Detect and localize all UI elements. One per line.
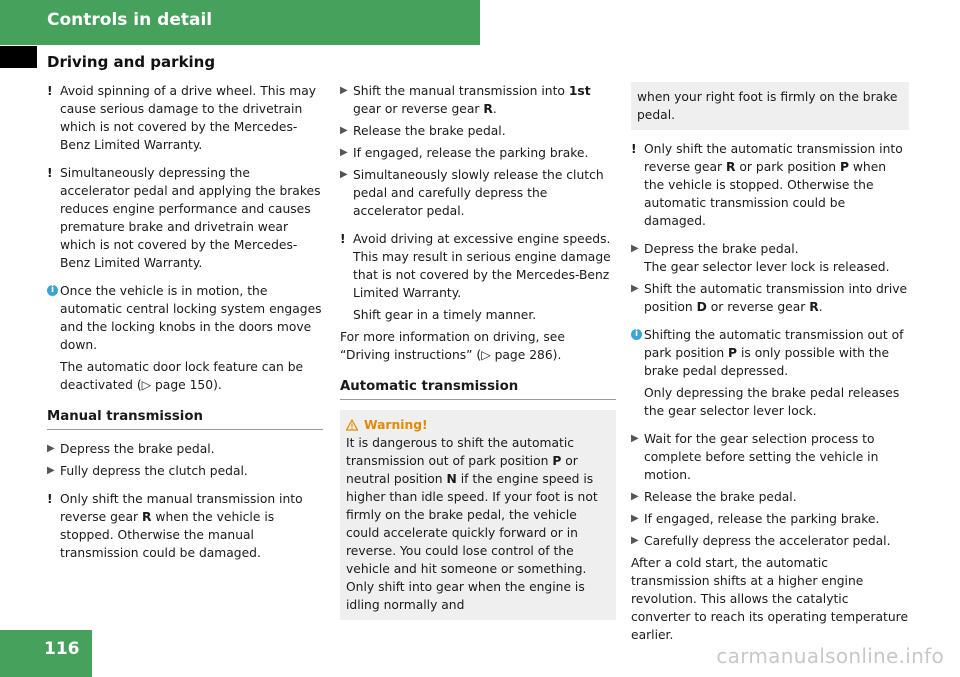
step-item: ▶ Depress the brake pedal. bbox=[631, 242, 799, 256]
paragraph: After a cold start, the automatic transmission shifts at a higher engine revolution. This allows the catalytic converter to reach its operating temperature earlier. bbox=[631, 556, 909, 642]
step-item: ▶ If engaged, release the parking brake. bbox=[631, 512, 880, 526]
column-2 bbox=[340, 82, 616, 620]
arrow-right-icon: ▶ bbox=[340, 169, 348, 180]
section-title: Driving and parking bbox=[47, 53, 216, 71]
step-item: ▶ Depress the brake pedal. bbox=[47, 442, 215, 456]
info-note: i Once the vehicle is in motion, the automatic central locking system engages and the locking knobs in the doors move down. bbox=[47, 282, 323, 354]
arrow-right-icon: ▶ bbox=[340, 125, 348, 136]
exclamation-icon: ! bbox=[47, 84, 53, 98]
arrow-right-icon: ▶ bbox=[47, 465, 55, 476]
warning-box bbox=[340, 410, 616, 620]
page-number: 116 bbox=[44, 639, 80, 659]
caution-note: ! Only shift the automatic transmission into reverse gear R or park position P when the vehicle is stopped. Otherwise the automatic transmission could be damaged. bbox=[631, 142, 903, 228]
column-3 bbox=[631, 82, 909, 644]
arrow-right-icon: ▶ bbox=[631, 283, 639, 294]
warning-box-continued bbox=[631, 82, 909, 130]
step-item: ▶ Carefully depress the accelerator pedal. bbox=[631, 534, 891, 548]
step-item: ▶ Release the brake pedal. bbox=[340, 124, 506, 138]
warning-heading bbox=[346, 416, 610, 434]
header-title: Controls in detail bbox=[47, 10, 213, 30]
warning-triangle-icon bbox=[346, 419, 358, 431]
column-1 bbox=[47, 82, 323, 562]
exclamation-icon: ! bbox=[47, 492, 53, 506]
step-item-sub: The gear selector lever lock is released. bbox=[644, 260, 890, 274]
subheading-automatic-transmission: Automatic transmission bbox=[340, 378, 616, 400]
arrow-right-icon: ▶ bbox=[631, 243, 639, 254]
arrow-right-icon: ▶ bbox=[340, 85, 348, 96]
paragraph: For more information on driving, see “Driving instructions” (▷ page 286). bbox=[340, 330, 565, 362]
arrow-right-icon: ▶ bbox=[47, 443, 55, 454]
step-item: ▶ Shift the automatic transmission into drive position D or reverse gear R. bbox=[631, 282, 908, 314]
arrow-right-icon: ▶ bbox=[631, 513, 639, 524]
step-item: ▶ Release the brake pedal. bbox=[631, 490, 797, 504]
arrow-right-icon: ▶ bbox=[631, 491, 639, 502]
step-item: ▶ Fully depress the clutch pedal. bbox=[47, 464, 248, 478]
caution-note: ! Avoid spinning of a drive wheel. This may cause serious damage to the drivetrain which is not covered by the Mercedes-Benz Limited Warranty. bbox=[47, 84, 317, 152]
info-note-sub: Only depressing the brake pedal releases the gear selector lever lock. bbox=[644, 386, 900, 418]
warning-text-continued: when your right foot is firmly on the brake pedal. bbox=[637, 90, 898, 122]
step-item: ▶ Shift the manual transmission into 1st gear or reverse gear R. bbox=[340, 84, 591, 116]
exclamation-icon: ! bbox=[47, 166, 53, 180]
arrow-right-icon: ▶ bbox=[631, 433, 639, 444]
step-item: ▶ If engaged, release the parking brake. bbox=[340, 146, 589, 160]
section-tab-marker bbox=[0, 46, 37, 68]
info-note: i Shifting the automatic transmission out of park position P is only possible with the brake pedal depressed. bbox=[631, 326, 909, 380]
info-icon: i bbox=[631, 329, 642, 340]
info-icon: i bbox=[47, 285, 58, 296]
caution-note: ! Simultaneously depressing the accelerator pedal and applying the brakes reduces engine performance and causes premature brake and drivetrain wear which is not covered by the Mercedes-Benz Limited Warranty. bbox=[47, 166, 321, 270]
step-item: ▶ Simultaneously slowly release the clutch pedal and carefully depress the accelerator pedal. bbox=[340, 168, 604, 218]
arrow-right-icon: ▶ bbox=[631, 535, 639, 546]
warning-title: Warning! bbox=[364, 418, 428, 432]
caution-note-sub: Shift gear in a timely manner. bbox=[353, 308, 537, 322]
info-note-sub: The automatic door lock feature can be deactivated (▷ page 150). bbox=[60, 360, 304, 392]
caution-note: ! Only shift the manual transmission into reverse gear R when the vehicle is stopped. Otherwise the manual transmission could be damaged. bbox=[47, 492, 303, 560]
watermark: carmanualsonline.info bbox=[716, 644, 944, 668]
arrow-right-icon: ▶ bbox=[340, 147, 348, 158]
warning-text: It is dangerous to shift the automatic transmission out of park position P or neutral position N if the engine speed is higher than idle speed. If your foot is not firmly on the brake pedal, the vehicle could accelerate quickly forward or in reverse. You could lose control of the vehicle and hit someone or something. Only shift into gear when the engine is idling normally and bbox=[346, 436, 598, 612]
exclamation-icon: ! bbox=[340, 232, 346, 246]
caution-note: ! Avoid driving at excessive engine speeds. This may result in serious engine damage that is not covered by the Mercedes-Benz Limited Warranty. bbox=[340, 232, 611, 300]
exclamation-icon: ! bbox=[631, 142, 637, 156]
step-item: ▶ Wait for the gear selection process to complete before setting the vehicle in motion. bbox=[631, 432, 879, 482]
subheading-manual-transmission: Manual transmission bbox=[47, 408, 323, 430]
